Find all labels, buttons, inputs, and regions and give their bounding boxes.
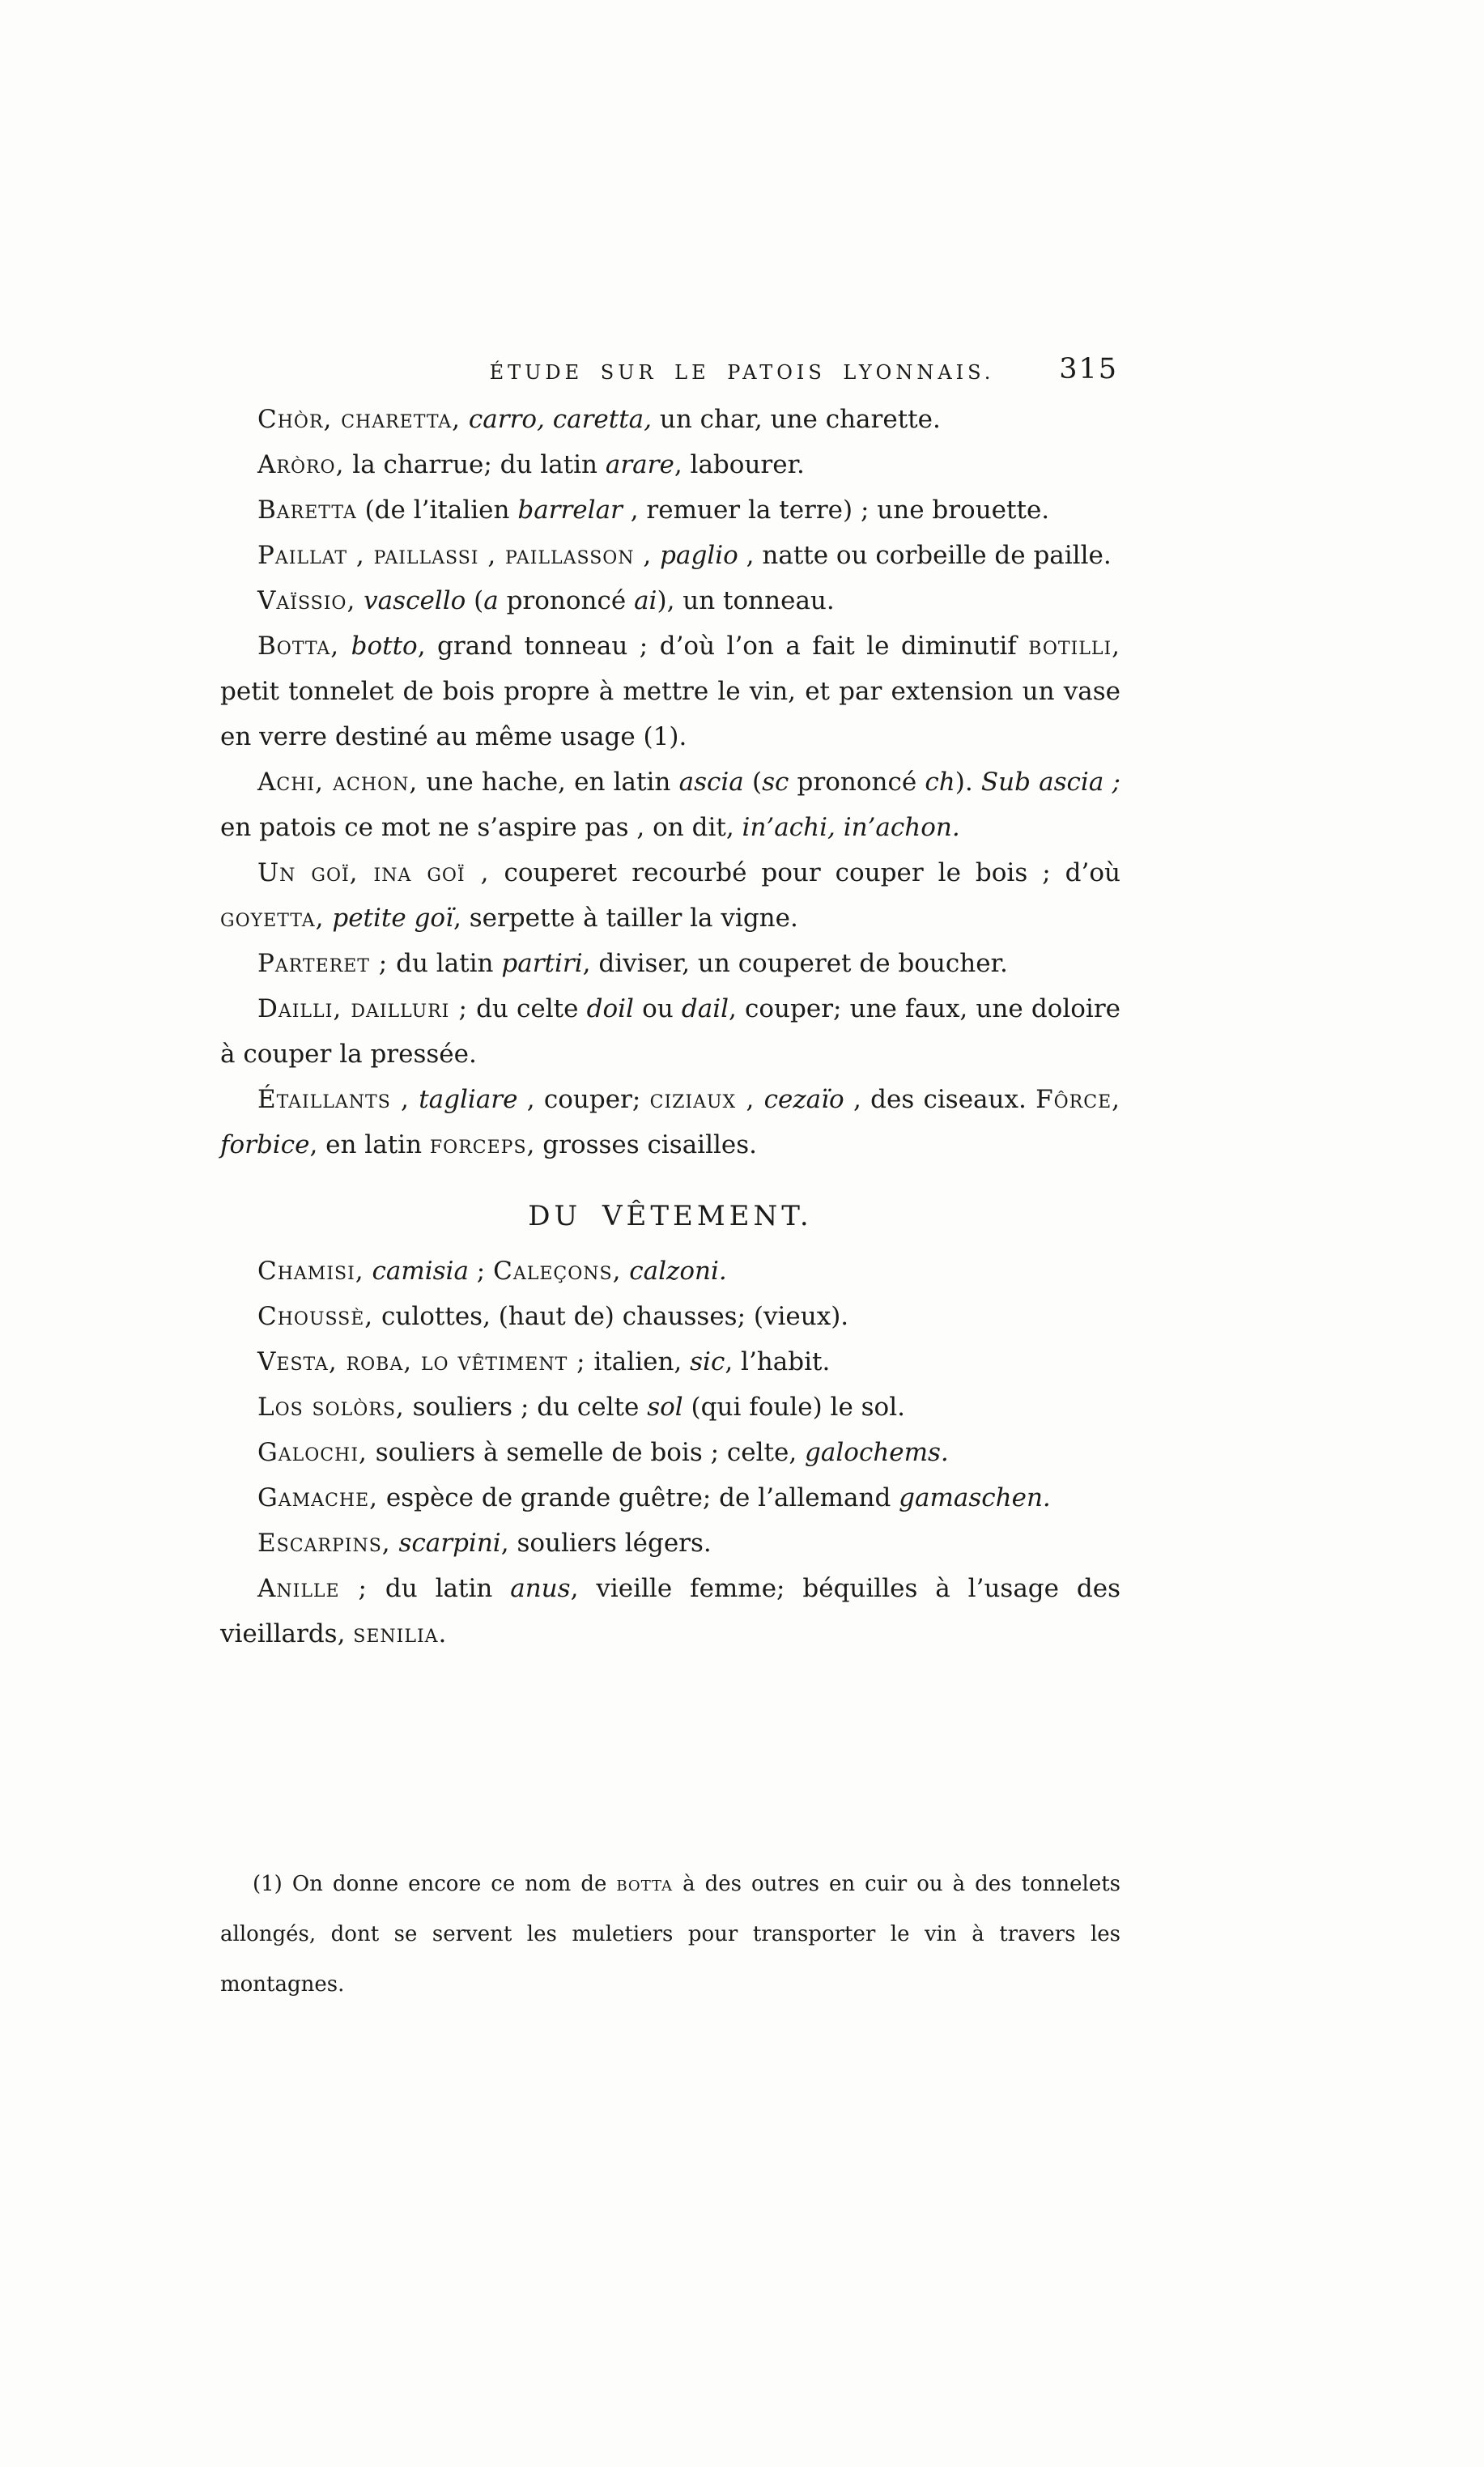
headword-smallcaps: ciziaux , <box>649 1085 755 1114</box>
entry-paragraph <box>220 1077 1120 1168</box>
italic-term: barrelar <box>517 496 623 525</box>
footnote <box>220 1859 1120 2010</box>
body-text <box>220 397 1120 1657</box>
italic-term: cezaïo <box>763 1085 844 1114</box>
plain-text: la charrue; du latin <box>344 450 606 479</box>
headword-smallcaps: Paillat , paillassi , paillasson , <box>257 541 653 570</box>
plain-text: (qui foule) le sol. <box>682 1393 905 1422</box>
headword-smallcaps: Los solòrs, <box>257 1393 405 1422</box>
italic-term: dail <box>681 994 729 1023</box>
italic-term: calzoni. <box>629 1257 727 1286</box>
headword-smallcaps: forceps <box>429 1130 527 1159</box>
plain-text: , l’habit. <box>725 1347 831 1376</box>
italic-term: gamaschen. <box>899 1483 1051 1512</box>
headword-smallcaps: Choussè, <box>257 1302 374 1331</box>
headword-smallcaps: Fôrce, <box>1035 1085 1120 1114</box>
headword-smallcaps: botilli, <box>1028 632 1120 661</box>
plain-text: du latin <box>367 1574 511 1603</box>
entry-paragraph <box>220 1248 1120 1294</box>
headword-smallcaps: Escarpins, <box>257 1529 391 1558</box>
italic-term: paglio <box>660 541 738 570</box>
running-head <box>0 353 1484 385</box>
section-heading: DU VÊTEMENT. <box>528 1200 813 1232</box>
entry-paragraph <box>220 759 1120 850</box>
italic-term: sc <box>762 768 789 797</box>
plain-text: , labourer. <box>674 450 805 479</box>
plain-text: prononcé <box>498 586 635 615</box>
italic-term: sic <box>690 1347 725 1376</box>
headword-smallcaps: Un goï, ina goï , <box>257 858 490 887</box>
entry-paragraph <box>220 1521 1120 1566</box>
entry-paragraph <box>220 1339 1120 1384</box>
entry-paragraph <box>220 487 1120 533</box>
headword-smallcaps: Vesta, roba, lo vêtiment ; <box>257 1347 586 1376</box>
headword-smallcaps: Baretta <box>257 496 357 525</box>
plain-text: , natte ou corbeille de paille. <box>738 541 1112 570</box>
plain-text <box>339 632 351 661</box>
entry-paragraph <box>220 533 1120 578</box>
plain-text: ( <box>466 586 484 615</box>
page-number: 315 <box>1059 353 1118 385</box>
headword-smallcaps: Chamisi, <box>257 1257 364 1286</box>
italic-term: vascello <box>364 586 466 615</box>
italic-term: scarpini <box>398 1529 501 1558</box>
entry-paragraph <box>220 1475 1120 1521</box>
italic-term: ch <box>925 768 955 797</box>
plain-text: , couper; une faux, une doloire à couper la pressée. <box>220 994 1121 1069</box>
plain-text: , des ciseaux. <box>844 1085 1036 1114</box>
plain-text: espèce de grande guêtre; de l’allemand <box>378 1483 899 1512</box>
plain-text: souliers ; du celte <box>404 1393 648 1422</box>
plain-text <box>461 405 469 434</box>
plain-text: souliers à semelle de bois ; celte, <box>367 1438 806 1467</box>
entry-paragraph <box>220 442 1120 487</box>
italic-term: carro, caretta, <box>468 405 653 434</box>
headword-smallcaps: Caleçons, <box>493 1257 622 1286</box>
plain-text: , couper; <box>517 1085 650 1114</box>
italic-term: arare <box>605 450 674 479</box>
italic-term: tagliare <box>419 1085 518 1114</box>
headword-smallcaps: Étaillants , <box>257 1085 410 1114</box>
italic-term: petite goï <box>332 904 454 933</box>
plain-text <box>755 1085 763 1114</box>
italic-term: sol <box>647 1393 683 1422</box>
plain-text: ), un tonneau. <box>657 586 835 615</box>
plain-text: culottes, (haut de) chausses; (vieux). <box>373 1302 849 1331</box>
entry-paragraph <box>220 1294 1120 1339</box>
entry-paragraph <box>220 1430 1120 1475</box>
plain-text: italien, <box>585 1347 691 1376</box>
plain-text: du latin <box>388 949 502 978</box>
plain-text: du celte <box>467 994 587 1023</box>
headword-smallcaps: senilia. <box>353 1619 448 1648</box>
headword-smallcaps: goyetta, <box>220 904 325 933</box>
headword-smallcaps: Parteret ; <box>257 949 389 978</box>
footnote-paragraph <box>220 1859 1120 2010</box>
plain-text: ( <box>743 768 763 797</box>
plain-text: ou <box>633 994 682 1023</box>
headword-smallcaps: Vaïssio, <box>257 586 356 615</box>
entry-paragraph <box>220 623 1120 759</box>
italic-term: doil <box>586 994 634 1023</box>
plain-text: , grosses cisailles. <box>526 1130 758 1159</box>
plain-text: , souliers légers. <box>500 1529 712 1558</box>
plain-text <box>355 586 364 615</box>
plain-text: (1) On donne encore ce nom de <box>253 1872 617 1896</box>
plain-text: couperet recourbé pour couper le bois ; d’où <box>489 858 1120 887</box>
plain-text: ). <box>955 768 981 797</box>
italic-term: Sub ascia ; <box>980 768 1120 797</box>
plain-text: prononcé <box>789 768 925 797</box>
plain-text: à des outres en cuir ou à des tonnelets allongés, dont se servent les muletiers pour transporter le vin à travers les montagnes. <box>220 1872 1121 1997</box>
italic-term: a <box>483 586 499 615</box>
italic-term: galochems. <box>805 1438 949 1467</box>
entry-paragraph <box>220 578 1120 623</box>
italic-term: forbice <box>220 1130 310 1159</box>
italic-term: botto <box>351 632 418 661</box>
plain-text <box>410 1085 419 1114</box>
headword-smallcaps: Achi, achon, <box>257 768 419 797</box>
headword-smallcaps: Galochi, <box>257 1438 368 1467</box>
entry-paragraph <box>220 986 1120 1077</box>
plain-text: , serpette à tailler la vigne. <box>453 904 798 933</box>
plain-text: , en latin <box>309 1130 430 1159</box>
entry-paragraph <box>220 1566 1120 1657</box>
plain-text: en patois ce mot ne s’aspire pas , on dit, <box>220 813 742 842</box>
plain-text <box>325 904 333 933</box>
plain-text: , vieille femme; béquilles à l’usage des vieillards, <box>220 1574 1121 1648</box>
headword-smallcaps: Dailli, dailluri ; <box>257 994 468 1023</box>
running-title: ÉTUDE SUR LE PATOIS LYONNAIS. <box>489 361 995 384</box>
headword-smallcaps: Aròro, <box>257 450 345 479</box>
plain-text <box>364 1257 372 1286</box>
plain-text: (de l’italien <box>356 496 518 525</box>
headword-smallcaps: Botta, <box>257 632 340 661</box>
plain-text: petit tonnelet de bois propre à mettre le vin, et par extension un vase en verre destiné au même usage (1). <box>220 677 1120 751</box>
plain-text: , remuer la terre) ; une brouette. <box>622 496 1050 525</box>
headword-smallcaps: Gamache, <box>257 1483 378 1512</box>
entry-paragraph <box>220 941 1120 986</box>
plain-text: une hache, en latin <box>418 768 679 797</box>
plain-text <box>621 1257 629 1286</box>
italic-term: in’achi, in’achon. <box>742 813 960 842</box>
plain-text: un char, une charette. <box>652 405 941 434</box>
entry-paragraph <box>220 397 1120 442</box>
entry-paragraph <box>220 1384 1120 1430</box>
italic-term: camisia <box>372 1257 469 1286</box>
italic-term: ascia <box>678 768 744 797</box>
plain-text: , diviser, un couperet de boucher. <box>582 949 1008 978</box>
headword-smallcaps: Anille ; <box>257 1574 368 1603</box>
plain-text <box>652 541 660 570</box>
headword-smallcaps: Chòr, charetta, <box>257 405 461 434</box>
headword-smallcaps: botta <box>616 1872 674 1896</box>
plain-text: , grand tonneau ; d’où l’on a fait le diminutif <box>417 632 1029 661</box>
italic-term: partiri <box>501 949 583 978</box>
plain-text <box>391 1529 399 1558</box>
italic-term: ai <box>634 586 657 615</box>
entry-paragraph <box>220 850 1120 941</box>
italic-term: anus <box>510 1574 571 1603</box>
plain-text: ; <box>468 1257 494 1286</box>
